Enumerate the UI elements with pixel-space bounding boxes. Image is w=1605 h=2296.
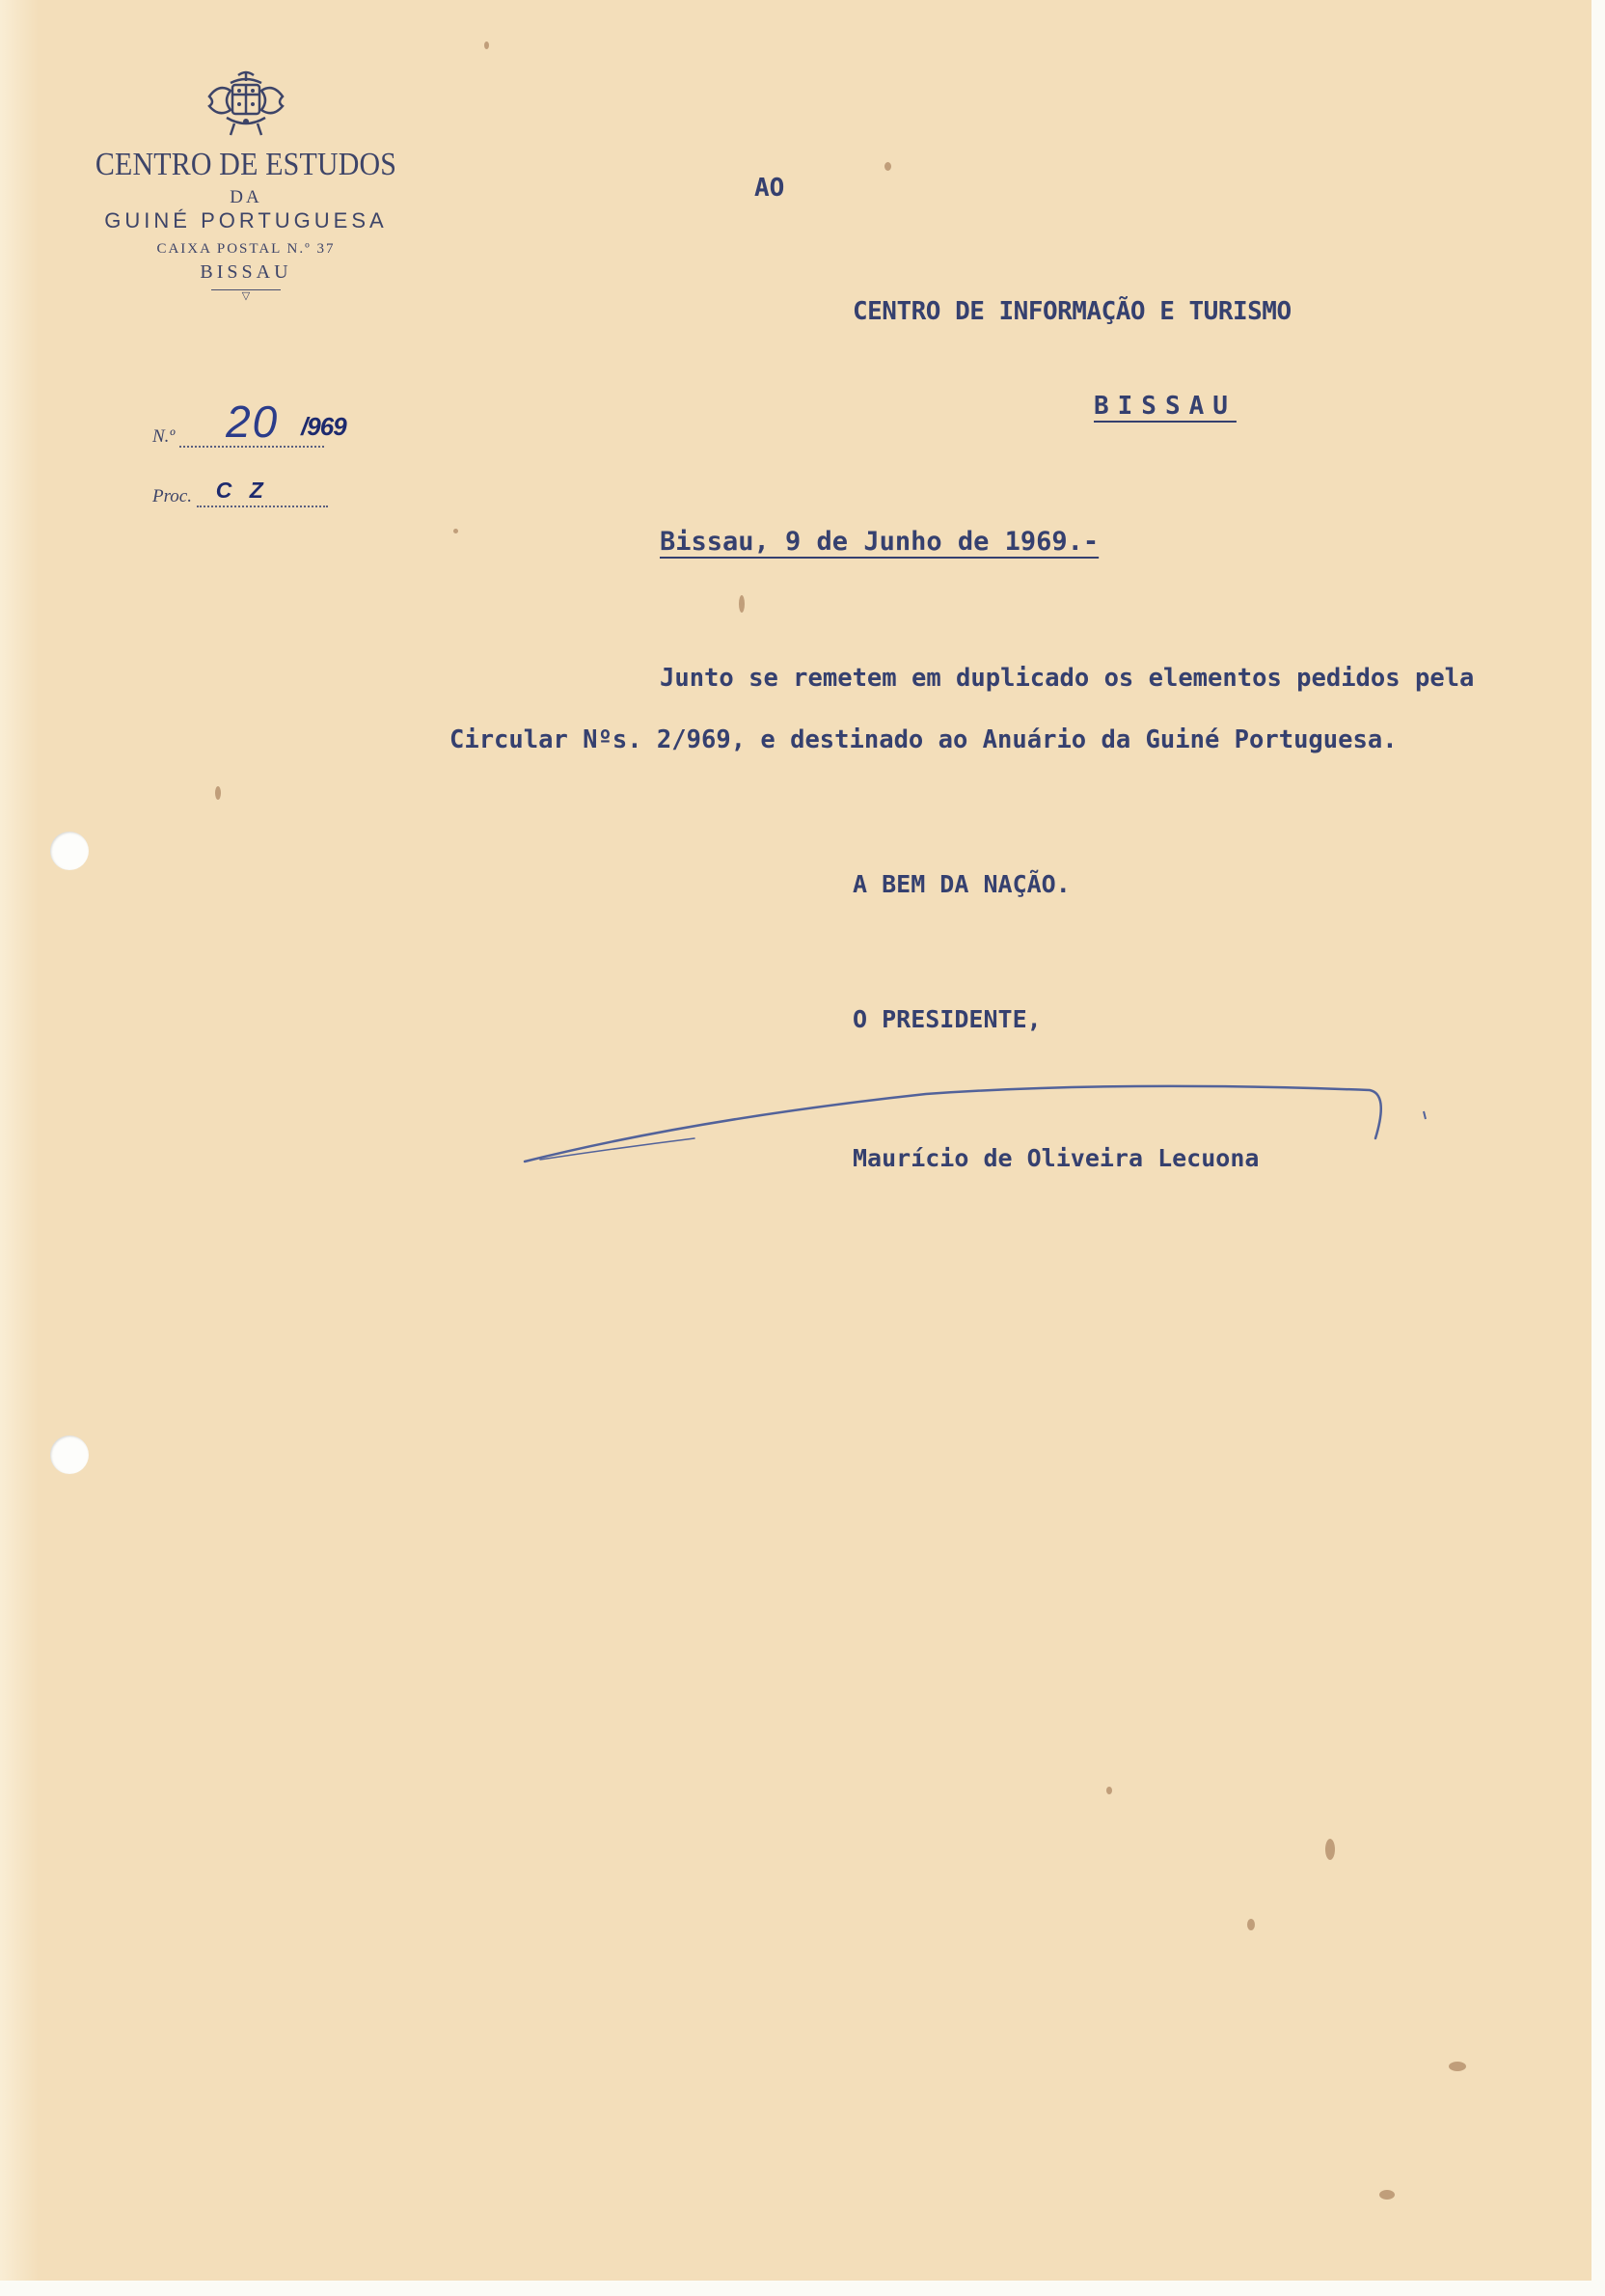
- paper-speck: [484, 41, 489, 49]
- addressee-to: AO: [754, 174, 785, 203]
- punch-hole-top: [50, 832, 89, 870]
- process-label: Proc.: [152, 486, 192, 506]
- letterhead: [58, 68, 434, 302]
- addressee-name: CENTRO DE INFORMAÇÃO E TURISMO: [853, 297, 1292, 326]
- body-line-1: Junto se remetem em duplicado os elementos pedidos pela: [660, 664, 1475, 693]
- paper-speck: [1106, 1787, 1112, 1794]
- reference-number-field: [179, 396, 346, 448]
- signatory-name: Maurício de Oliveira Lecuona: [853, 1144, 1260, 1172]
- reference-number-row: [152, 396, 346, 448]
- reference-number-label: N.º: [152, 426, 176, 447]
- paper-speck: [453, 529, 458, 533]
- addressee-city: BISSAU: [1094, 392, 1237, 421]
- paper-speck: [1379, 2190, 1395, 2200]
- process-row: [152, 480, 328, 507]
- paper-speck: [1247, 1919, 1255, 1930]
- letterhead-postal-box: CAIXA POSTAL N.º 37: [156, 241, 336, 257]
- closing-salutation: A BEM DA NAÇÃO.: [853, 870, 1071, 898]
- letterhead-place: GUINÉ PORTUGUESA: [104, 208, 388, 232]
- reference-number-handwritten: 20: [226, 396, 280, 447]
- process-field: [197, 480, 328, 507]
- closing-role: O PRESIDENTE,: [853, 1005, 1042, 1033]
- paper-speck: [884, 162, 891, 171]
- letterhead-ornament-icon: ▽: [241, 289, 251, 302]
- body-line-2: Circular Nºs. 2/969, e destinado ao Anuário da Guiné Portuguesa.: [449, 725, 1398, 754]
- date-line: Bissau, 9 de Junho de 1969.-: [660, 527, 1100, 557]
- letterhead-title: CENTRO DE ESTUDOS: [95, 147, 397, 182]
- paper-speck: [1325, 1839, 1335, 1860]
- letterhead-da: DA: [230, 187, 262, 207]
- paper-speck: [215, 786, 221, 800]
- coat-of-arms-icon: [202, 68, 290, 139]
- paper-speck: [739, 595, 745, 613]
- letterhead-city: BISSAU: [200, 261, 292, 283]
- punch-hole-bottom: [50, 1435, 89, 1474]
- process-value: C Z: [215, 478, 269, 503]
- reference-number-year: /969: [301, 412, 346, 441]
- paper-speck: [1449, 2062, 1466, 2071]
